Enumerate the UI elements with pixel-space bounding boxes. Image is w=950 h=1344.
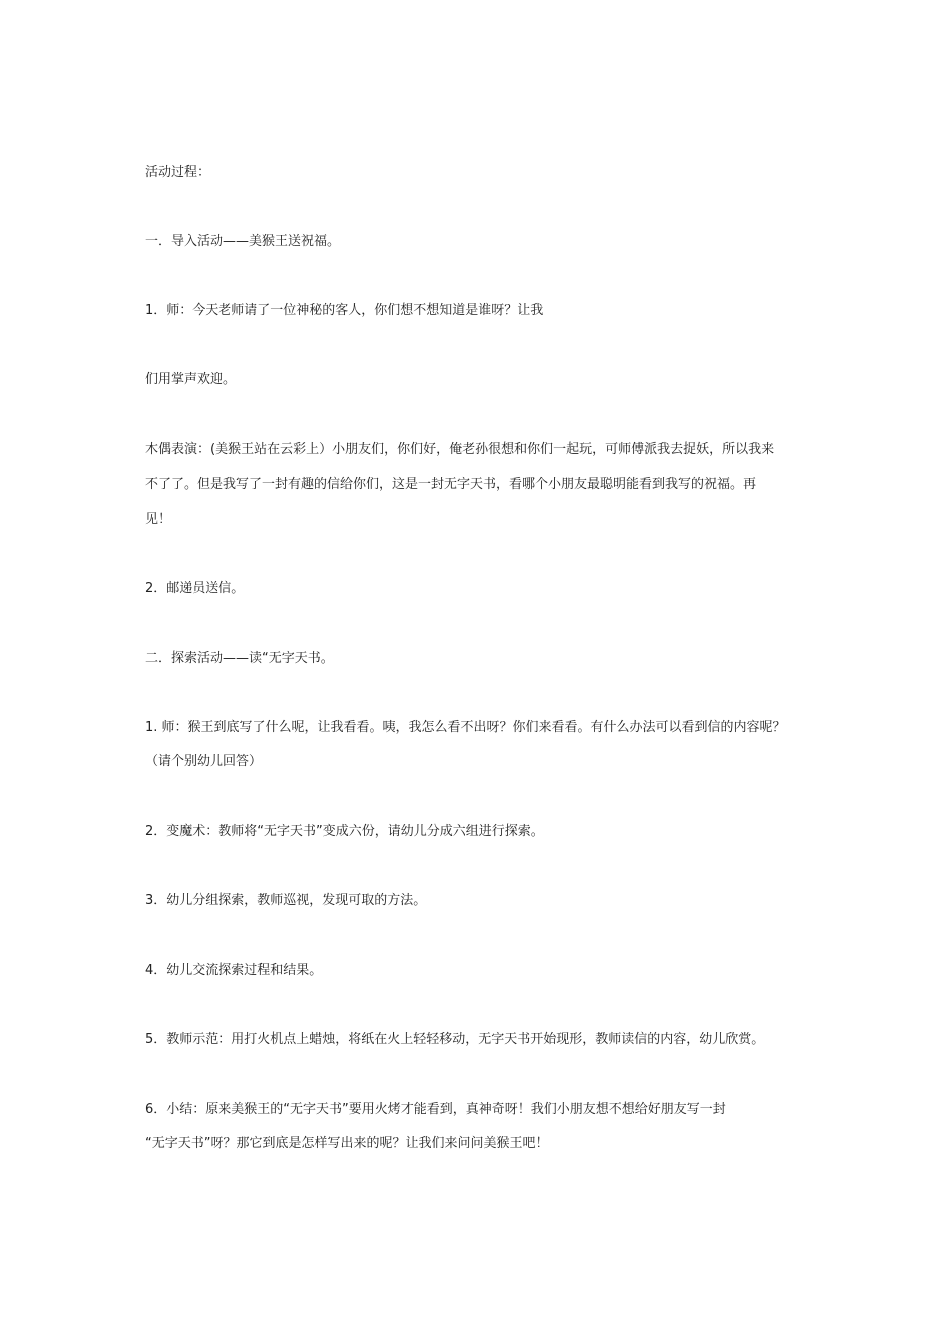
section-heading-part-two: 二．探索活动——读“无字天书。 <box>145 651 334 666</box>
paragraph-line: （请个别幼儿回答） <box>145 754 263 769</box>
paragraph-line: 见！ <box>145 512 172 527</box>
section-heading-part-one: 一．导入活动——美猴王送祝福。 <box>145 234 341 249</box>
paragraph-line: 4．幼儿交流探索过程和结果。 <box>145 963 323 978</box>
paragraph-line: “无字天书”呀？那它到底是怎样写出来的呢？让我们来问问美猴王吧！ <box>145 1136 549 1151</box>
paragraph-line: 5．教师示范：用打火机点上蜡烛，将纸在火上轻轻移动，无字天书开始现形，教师读信的内容，幼儿欣赏。 <box>145 1032 765 1047</box>
paragraph-line: 不了了。但是我写了一封有趣的信给你们，这是一封无字天书，看哪个小朋友最聪明能看到我写的祝福。再 <box>145 477 757 492</box>
paragraph-line: 3．幼儿分组探索，教师巡视，发现可取的方法。 <box>145 893 427 908</box>
paragraph-line: 木偶表演：(美猴王站在云彩上）小朋友们，你们好，俺老孙很想和你们一起玩，可师傅派我去捉妖，所以我来 <box>145 442 775 457</box>
paragraph-line: 1. 师：猴王到底写了什么呢，让我看看。咦，我怎么看不出呀？你们来看看。有什么办法可以看到信的内容呢？ <box>145 720 786 735</box>
paragraph-line: 6．小结：原来美猴王的“无字天书”要用火烤才能看到，真神奇呀！我们小朋友想不想给好朋友写一封 <box>145 1102 726 1117</box>
paragraph-line: 1．师：今天老师请了一位神秘的客人，你们想不想知道是谁呀？让我 <box>145 303 544 318</box>
paragraph-line: 2．邮递员送信。 <box>145 581 245 596</box>
section-heading-activity-process: 活动过程： <box>145 165 211 180</box>
paragraph-line: 2．变魔术：教师将“无字天书”变成六份，请幼儿分成六组进行探索。 <box>145 824 544 839</box>
paragraph-line: 们用掌声欢迎。 <box>145 372 237 387</box>
